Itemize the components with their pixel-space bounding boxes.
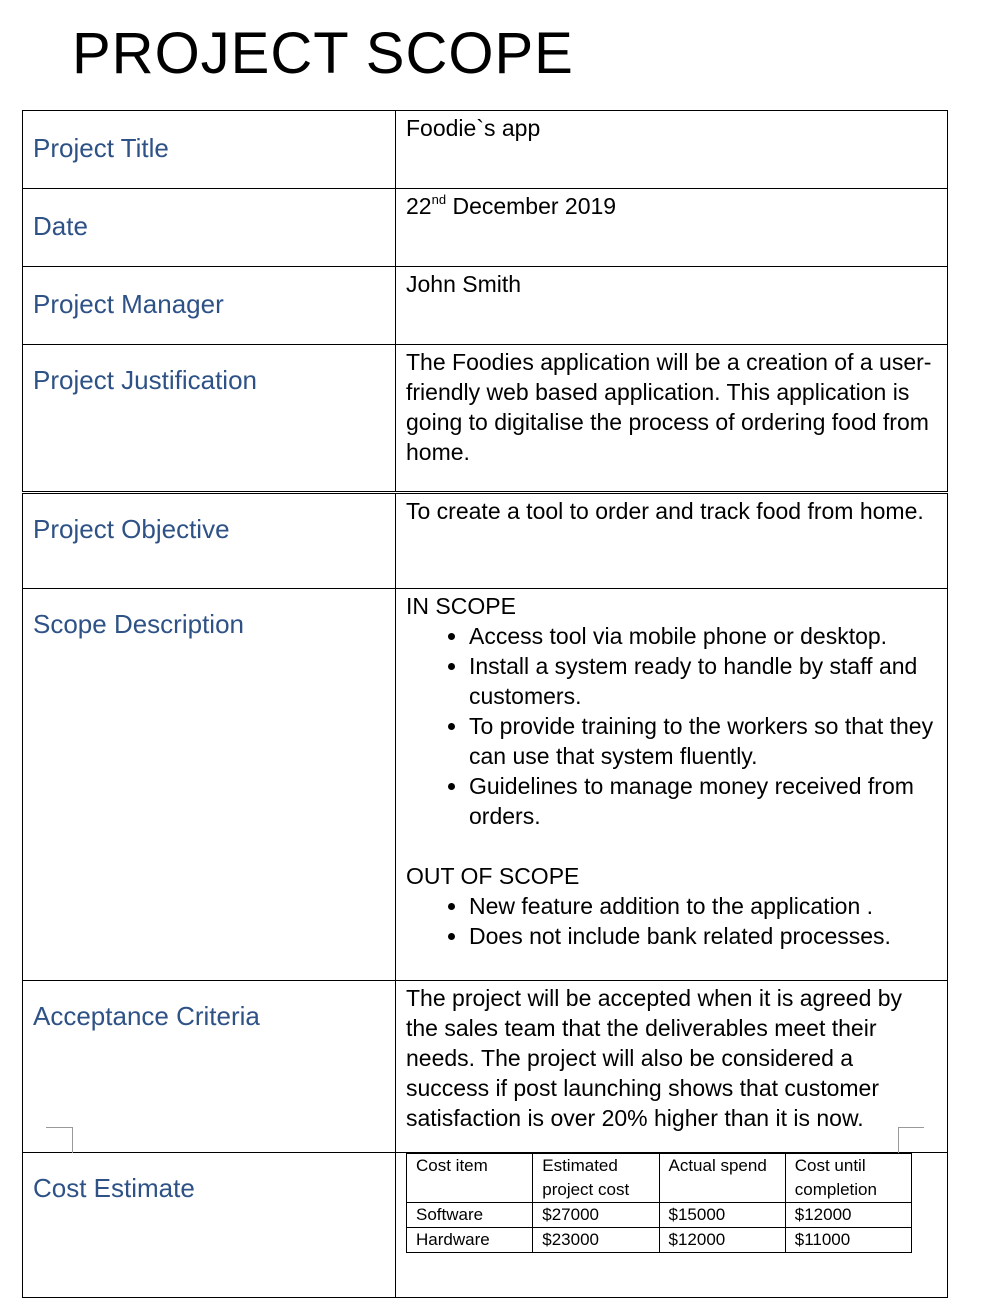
value-project-manager: John Smith — [396, 267, 948, 345]
list-item: • Access tool via mobile phone or desktop. — [469, 621, 937, 651]
cost-cell: $15000 — [659, 1203, 785, 1228]
out-of-scope-heading: OUT OF SCOPE — [406, 863, 580, 889]
row-project-title — [23, 111, 948, 189]
date-suffix: nd — [431, 192, 447, 207]
cost-header-cell: Cost item — [407, 1154, 533, 1203]
value-project-objective: To create a tool to order and track food from home. — [396, 493, 948, 589]
cost-header-cell: Actual spend — [659, 1154, 785, 1203]
row-acceptance-criteria — [23, 981, 948, 1153]
cost-cell: $23000 — [533, 1228, 659, 1253]
row-date — [23, 189, 948, 267]
in-scope-heading: IN SCOPE — [406, 593, 516, 619]
project-scope-table — [22, 110, 948, 1298]
list-item: • Guidelines to manage money received from orders. — [469, 771, 937, 831]
label-project-manager: Project Manager — [23, 267, 396, 345]
cost-cell: Hardware — [407, 1228, 533, 1253]
row-project-objective — [23, 493, 948, 589]
row-project-justification — [23, 345, 948, 493]
row-cost-estimate — [23, 1153, 948, 1298]
cost-cell: $12000 — [785, 1203, 911, 1228]
label-cost-estimate: Cost Estimate — [23, 1153, 396, 1298]
list-item: • To provide training to the workers so that they can use that system fluently. — [469, 711, 937, 771]
table-row — [407, 1228, 912, 1253]
page-corner-mark — [898, 1127, 899, 1153]
label-scope-description: Scope Description — [23, 589, 396, 981]
date-day: 22 — [406, 193, 432, 219]
value-acceptance-criteria: The project will be accepted when it is agreed by the sales team that the deliverables meet their needs. The project will also be considered a success if post launching shows that customer satisfaction is over 20% higher than it is now. — [396, 981, 948, 1153]
page-corner-mark — [46, 1127, 72, 1128]
cost-header-cell: Estimated project cost — [533, 1154, 659, 1203]
cost-cell: $11000 — [785, 1228, 911, 1253]
page-corner-mark — [898, 1127, 924, 1128]
cost-cell: Software — [407, 1203, 533, 1228]
label-project-justification: Project Justification — [23, 345, 396, 493]
page-corner-mark — [72, 1127, 73, 1153]
table-row — [407, 1203, 912, 1228]
in-scope-list — [406, 621, 937, 831]
cost-header-row — [407, 1154, 912, 1203]
label-project-objective: Project Objective — [23, 493, 396, 589]
value-project-title: Foodie`s app — [396, 111, 948, 189]
cost-cell: $27000 — [533, 1203, 659, 1228]
list-item: • Does not include bank related processes. — [469, 921, 937, 951]
date-rest: December 2019 — [446, 193, 617, 219]
out-of-scope-list — [406, 891, 937, 951]
list-item: • Install a system ready to handle by staff and customers. — [469, 651, 937, 711]
value-scope-description — [396, 589, 948, 981]
label-project-title: Project Title — [23, 111, 396, 189]
value-project-justification: The Foodies application will be a creation of a user-friendly web based application. This application is going to digitalise the process of ordering food from home. — [396, 345, 948, 493]
label-date: Date — [23, 189, 396, 267]
row-project-manager — [23, 267, 948, 345]
list-item: • New feature addition to the application . — [469, 891, 937, 921]
cost-header-cell: Cost until completion — [785, 1154, 911, 1203]
cost-cell: $12000 — [659, 1228, 785, 1253]
page-title: PROJECT SCOPE — [72, 21, 574, 86]
label-acceptance-criteria: Acceptance Criteria — [23, 981, 396, 1153]
row-scope-description — [23, 589, 948, 981]
cost-estimate-table — [406, 1153, 912, 1253]
value-date — [396, 189, 948, 267]
value-cost-estimate — [396, 1153, 948, 1298]
